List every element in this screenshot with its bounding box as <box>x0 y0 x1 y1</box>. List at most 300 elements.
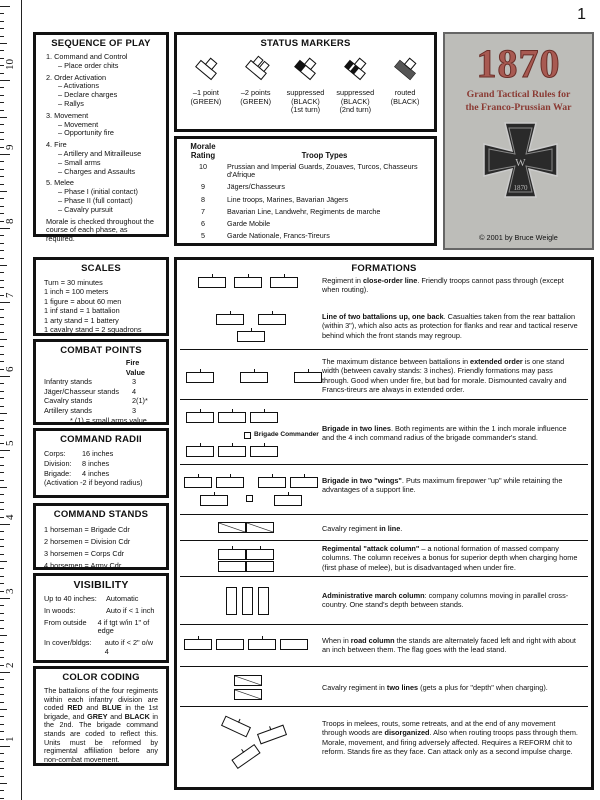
sequence-step-head: 5. Melee <box>46 178 74 188</box>
sequence-substep: – Place order chits <box>58 60 119 70</box>
ruler-tick <box>0 302 10 303</box>
ruler-tick <box>0 28 4 29</box>
cross-year: 1870 <box>513 184 528 192</box>
command-radii-box <box>33 428 169 498</box>
command-radius: 8 inches <box>82 458 110 468</box>
combat-points-note: * (1) = small arms value <box>70 415 147 425</box>
unit-stand-icon <box>242 587 253 615</box>
suppressed-first-turn-marker-icon <box>290 55 320 85</box>
suppressed-second-turn-marker-icon <box>340 55 370 85</box>
ruler-tick <box>0 198 4 199</box>
ruler-tick <box>0 672 10 673</box>
ruler-tick <box>0 509 4 510</box>
formation-row-two-up-one-back <box>180 304 588 349</box>
ruler-number: 3 <box>4 588 16 594</box>
formation-row-march-column <box>180 576 588 624</box>
inch-ruler <box>0 0 22 800</box>
unit-stand-icon <box>280 639 308 650</box>
fire-value: 4 <box>132 386 137 396</box>
unit-stand-icon <box>216 639 244 650</box>
ruler-tick <box>0 87 4 88</box>
sequence-of-play-list <box>36 53 166 215</box>
ruler-tick <box>0 724 4 725</box>
brigade-commander-stand-icon <box>246 495 253 502</box>
ruler-tick <box>0 635 7 636</box>
command-radius-row <box>36 459 166 469</box>
unit-stand-icon <box>237 331 265 342</box>
game-title-art <box>443 32 594 250</box>
ruler-tick <box>0 132 4 133</box>
marker-color: (BLACK) <box>390 96 420 106</box>
unit-stand-icon <box>290 477 318 488</box>
sequence-substep: – Phase I (initial contact) <box>58 187 138 197</box>
formation-diagram <box>180 515 320 540</box>
marker-label: –1 point <box>192 88 219 97</box>
ruler-tick <box>0 272 4 273</box>
unit-stand-icon <box>186 372 214 383</box>
ruler-tick <box>0 154 10 155</box>
color-text-part: and <box>82 703 102 713</box>
formation-text <box>322 636 580 655</box>
marker-suppressed-first <box>281 53 329 115</box>
formation-description: (gets a plus for "depth" when charging). <box>418 683 548 692</box>
morale-rating: 9 <box>201 182 205 192</box>
combat-points-box <box>33 339 169 425</box>
ruler-tick <box>0 679 4 680</box>
ruler-tick <box>0 798 4 799</box>
ruler-tick <box>0 413 7 414</box>
unit-stand-icon <box>234 689 262 700</box>
brigade-commander-label: Brigade Commander <box>254 431 319 438</box>
formation-row-cavalry-two-lines <box>180 666 588 706</box>
ruler-number: 10 <box>4 59 16 70</box>
marker-color: (BLACK) <box>340 96 370 106</box>
visibility-row <box>36 639 166 657</box>
unit-stand-icon <box>226 587 237 615</box>
marker-minus-one <box>182 53 230 115</box>
marker-color: (GREEN) <box>190 96 222 106</box>
ruler-tick <box>0 583 4 584</box>
marker-minus-two <box>232 53 280 115</box>
ruler-tick <box>0 605 4 606</box>
ruler-tick <box>0 768 4 769</box>
unit-stand-icon <box>234 277 262 288</box>
ruler-tick <box>0 228 10 229</box>
visibility-value: 4 if tgt w/in 1" of edge <box>97 617 150 636</box>
scale-line: 1 inf stand = 1 battalion <box>44 306 120 316</box>
color-text-part: in the 1st brigade, and <box>44 703 158 721</box>
visibility-value: auto if < 2" o/w 4 <box>104 638 153 656</box>
color-black-label: BLACK <box>124 711 150 721</box>
unit-stand-icon <box>218 549 246 560</box>
ruler-number: 6 <box>4 366 16 372</box>
minus-one-point-marker-icon <box>191 55 221 85</box>
morale-row <box>177 195 434 207</box>
formation-name: Line of two battalions up, one back <box>322 312 444 321</box>
copyright-text: © 2001 by Bruce Weigle <box>479 233 558 242</box>
ruler-tick <box>0 406 4 407</box>
formation-description: . <box>400 524 403 533</box>
ruler-tick <box>0 790 4 791</box>
ruler-tick <box>0 110 4 111</box>
ruler-tick <box>0 480 4 481</box>
ruler-tick <box>0 250 4 251</box>
ruler-tick <box>0 746 10 747</box>
color-grey-label: GREY <box>87 711 108 721</box>
formations-title: FORMATIONS <box>351 263 417 274</box>
game-subtitle-line2: the Franco-Prussian War <box>465 102 572 113</box>
unit-stand-icon <box>184 477 212 488</box>
scale-line: Turn = 30 minutes <box>44 278 103 287</box>
marker-color: (BLACK) <box>291 96 320 106</box>
ruler-tick <box>0 731 4 732</box>
ruler-tick <box>0 709 7 710</box>
ruler-tick <box>0 591 4 592</box>
ruler-tick <box>0 295 4 296</box>
formation-row-close-order-line <box>180 260 588 304</box>
troop-types: Garde Nationale, Francs-Tireurs <box>227 231 330 241</box>
ruler-tick <box>0 383 4 384</box>
sequence-step <box>46 141 160 176</box>
sequence-substep: – Declare charges <box>58 90 118 100</box>
unit-stand-icon <box>200 495 228 506</box>
command-radius: 4 inches <box>82 468 110 478</box>
command-stands-title: COMMAND STANDS <box>53 509 149 520</box>
marker-suppressed-second <box>331 53 379 115</box>
formation-text <box>322 719 580 757</box>
marker-note: (1st turn) <box>290 105 321 115</box>
ruler-tick <box>0 309 4 310</box>
ruler-tick <box>0 561 7 562</box>
formation-text <box>322 276 580 295</box>
ruler-number: 4 <box>4 514 16 520</box>
ruler-tick <box>0 191 7 192</box>
formation-description: When in <box>322 636 351 645</box>
ruler-tick <box>0 443 4 444</box>
sequence-of-play-box <box>33 32 169 244</box>
morale-row <box>177 207 434 219</box>
ruler-number: 5 <box>4 440 16 446</box>
unit-stand-icon <box>234 675 262 686</box>
sequence-step <box>46 112 160 138</box>
ruler-tick <box>0 169 4 170</box>
formation-description: – a notional formation of massed company columns. The column receives a bonus for superior depth when charging home (first phase of melee), but is disadvantaged when under fire. <box>322 544 578 572</box>
ruler-tick <box>0 716 4 717</box>
unit-stand-icon <box>218 446 246 457</box>
ruler-number: 2 <box>4 662 16 668</box>
color-text-part: The battalions of the four regiments within each infantry division are coded <box>44 686 158 713</box>
morale-table <box>174 136 437 246</box>
morale-table-header <box>177 139 434 162</box>
ruler-tick <box>0 391 4 392</box>
marker-label: suppressed <box>336 88 375 97</box>
formation-text <box>322 591 580 610</box>
formation-description: . Also when routing troops pass through them. Morale, movement, and firing adversely affected. Requires a REFORM chit to reform. Stands fire as they face. Can attack only as a second impulse charge. <box>322 728 578 757</box>
visibility-condition: Up to 40 inches: <box>44 594 97 603</box>
unit-stand-icon <box>218 561 246 572</box>
ruler-tick <box>0 235 4 236</box>
formation-row-brigade-two-lines <box>180 399 588 464</box>
ruler-tick <box>0 472 4 473</box>
ruler-tick <box>0 258 4 259</box>
visibility-condition: In cover/bldgs: <box>44 638 92 648</box>
ruler-tick <box>0 642 4 643</box>
ruler-tick <box>0 694 4 695</box>
formation-diagram <box>180 625 320 666</box>
formation-name: Brigade in two lines <box>322 424 391 433</box>
command-radii-title: COMMAND RADII <box>60 434 142 445</box>
fire-value: 3 <box>132 405 137 415</box>
formation-diagram <box>180 260 320 304</box>
ruler-tick <box>0 361 4 362</box>
cross-letter: W <box>515 157 526 169</box>
marker-color: (GREEN) <box>240 96 272 106</box>
troop-types: Prussian and Imperial Guards, Zouaves, Turcos, Chasseurs d'Afrique <box>227 162 418 180</box>
ruler-number: 1 <box>4 736 16 742</box>
troop-types: Jägers/Chasseurs <box>227 182 285 192</box>
ruler-tick <box>0 428 4 429</box>
command-stand-line: 2 horsemen = Division Cdr <box>44 537 131 546</box>
unit-stand-icon <box>294 372 322 383</box>
formation-description: . Both regiments are within the 1 inch morale influence and the 4 inch command radius of the brigade commander's stand. <box>322 424 567 443</box>
formation-row-attack-column <box>180 540 588 576</box>
morale-rating: 10 <box>199 162 207 171</box>
command-stand-line: 4 horsemen = Army Cdr <box>44 561 122 570</box>
ruler-tick <box>0 628 4 629</box>
iron-cross-icon <box>445 115 596 225</box>
ruler-tick <box>0 650 4 651</box>
formation-description: the stands are alternately faced left and right with about an inch between them. The flag goes with the lead stand. <box>322 636 576 655</box>
formations-box <box>174 257 594 790</box>
unit-stand-icon <box>221 716 251 738</box>
ruler-tick <box>0 213 4 214</box>
sequence-substep: – Cavalry pursuit <box>58 204 113 214</box>
marker-label: suppressed <box>286 88 325 97</box>
ruler-number: 7 <box>4 292 16 298</box>
ruler-tick <box>0 139 4 140</box>
ruler-tick <box>0 21 4 22</box>
marker-routed <box>381 53 429 115</box>
sequence-substep: – Rallys <box>58 98 84 108</box>
unit-stand-icon <box>218 412 246 423</box>
ruler-tick <box>0 243 4 244</box>
unit-stand-icon <box>246 561 274 572</box>
unit-stand-icon <box>250 412 278 423</box>
formation-description: . Friendly troops cannot pass through (except when routing). <box>322 276 564 295</box>
formation-text <box>322 312 580 340</box>
ruler-tick <box>0 13 4 14</box>
minus-two-points-marker-icon <box>241 55 271 85</box>
morale-header-line1: Morale <box>190 142 216 151</box>
ruler-tick <box>0 517 4 518</box>
unit-stand-icon <box>246 522 274 533</box>
troop-types-header: Troop Types <box>301 151 348 160</box>
ruler-tick <box>0 620 4 621</box>
color-coding-title: COLOR CODING <box>62 672 140 683</box>
formation-text <box>322 683 580 692</box>
fire-value-header: Fire Value <box>125 358 145 377</box>
formation-text <box>322 476 580 495</box>
ruler-tick <box>0 265 7 266</box>
status-markers-title: STATUS MARKERS <box>260 38 351 49</box>
sequence-step-head: 4. Fire <box>46 140 67 150</box>
ruler-tick <box>0 339 7 340</box>
fire-value: 3 <box>132 377 137 387</box>
morale-row <box>177 182 434 194</box>
formation-row-cavalry-line <box>180 514 588 540</box>
ruler-tick <box>0 487 7 488</box>
morale-rating: 7 <box>201 206 205 216</box>
formation-text <box>322 544 580 572</box>
scale-line: 1 arty stand = 1 battery <box>44 315 119 325</box>
sequence-substep: – Opportunity fire <box>58 128 114 138</box>
ruler-tick <box>0 494 4 495</box>
unit-stand-icon <box>198 277 226 288</box>
scales-box <box>33 257 169 336</box>
ruler-tick <box>0 317 4 318</box>
scales-title: SCALES <box>81 263 121 274</box>
unit-stand-icon <box>258 587 269 615</box>
ruler-tick <box>0 568 4 569</box>
visibility-row <box>36 595 166 604</box>
scale-line: 1 cavalry stand = 2 squadrons <box>44 325 142 335</box>
ruler-tick <box>0 36 4 37</box>
ruler-tick <box>0 687 4 688</box>
ruler-tick <box>0 546 4 547</box>
formation-diagram <box>180 707 320 787</box>
ruler-tick <box>0 161 4 162</box>
visibility-condition: In woods: <box>44 605 76 615</box>
ruler-tick <box>0 58 4 59</box>
marker-label: routed <box>394 88 416 97</box>
formation-name: extended order <box>470 357 523 366</box>
stand-type: Infantry stands <box>44 377 92 387</box>
formation-description: Troops in melees, routs, some retreats, and at the end of any movement through woods are <box>322 719 556 738</box>
visibility-title: VISIBILITY <box>73 579 129 591</box>
morale-rating: 8 <box>201 194 205 204</box>
formation-name: Regimental "attack column" <box>322 544 420 553</box>
command-stands-box <box>33 503 169 570</box>
ruler-tick <box>0 665 4 666</box>
unit-stand-icon <box>216 477 244 488</box>
sequence-step-head: 1. Command and Control <box>46 52 128 61</box>
formation-row-disorganized <box>180 706 588 787</box>
formation-name: Administrative march column <box>322 591 425 600</box>
troop-types: Bavarian Line, Landwehr, Regiments de marche <box>227 206 381 216</box>
formation-name: Brigade in two "wings" <box>322 476 402 485</box>
sequence-of-play-note: Morale is checked throughout the course of each phase, as required. <box>46 216 154 244</box>
ruler-tick <box>0 739 4 740</box>
ruler-tick <box>0 221 4 222</box>
ruler-tick <box>0 117 7 118</box>
formation-diagram <box>180 465 320 514</box>
ruler-tick <box>0 753 4 754</box>
ruler-tick <box>0 280 4 281</box>
ruler-tick <box>0 369 4 370</box>
sequence-substep: – Movement <box>58 119 99 129</box>
command-stand-line: 1 horseman = Brigade Cdr <box>44 525 130 534</box>
formation-description: is one stand width (between cavalry stands: 3 inches). Friendly formations may pass through. Good when under fire, but bad for morale. Dismounted cavalry and Francs-tireurs are always in extended order. <box>322 357 567 395</box>
color-blue-label: BLUE <box>102 703 122 713</box>
ruler-tick <box>0 598 10 599</box>
ruler-tick <box>0 176 4 177</box>
ruler-tick <box>0 6 10 7</box>
combat-points-title: COMBAT POINTS <box>60 345 142 356</box>
sequence-step-head: 2. Order Activation <box>46 72 107 82</box>
troop-types: Line troops, Marines, Bavarian Jägers <box>227 194 349 204</box>
unit-stand-icon <box>186 446 214 457</box>
unit-stand-icon <box>186 412 214 423</box>
unit-stand-icon <box>218 522 246 533</box>
game-subtitle-line1: Grand Tactical Rules for <box>466 89 571 100</box>
ruler-tick <box>0 783 7 784</box>
scale-line: 1 inch = 100 meters <box>44 287 109 297</box>
visibility-row <box>36 619 166 637</box>
ruler-tick <box>0 502 4 503</box>
ruler-tick <box>0 457 4 458</box>
combat-point-row <box>36 377 166 387</box>
formation-description: . Puts maximum firepower "up" while retaining the advantages of a support line. <box>322 476 563 495</box>
unit-stand-icon <box>270 277 298 288</box>
ruler-tick <box>0 65 4 66</box>
color-coding-text <box>36 687 166 764</box>
morale-rating: 6 <box>201 219 205 229</box>
formation-diagram <box>180 667 320 706</box>
ruler-tick <box>0 420 4 421</box>
ruler-tick <box>0 554 4 555</box>
ruler-tick <box>0 435 4 436</box>
ruler-tick <box>0 576 4 577</box>
ruler-tick <box>0 398 4 399</box>
unit-stand-icon <box>250 446 278 457</box>
formation-text <box>322 424 580 443</box>
unit-stand-icon <box>216 314 244 325</box>
unit-stand-icon <box>258 477 286 488</box>
troop-types: Garde Mobile <box>227 219 271 229</box>
ruler-tick <box>0 761 4 762</box>
ruler-tick <box>0 776 4 777</box>
sequence-step <box>46 53 160 71</box>
command-level: Division: <box>44 458 72 468</box>
visibility-value: Automatic <box>106 594 139 603</box>
formation-row-road-column <box>180 624 588 666</box>
ruler-tick <box>0 657 4 658</box>
ruler-tick <box>0 147 4 148</box>
formation-description: . Casualties taken from the rear battalion (within 3"), which also acts as protection for flanks and rear and tactical reserve behind which the front stands may regroup. <box>322 312 578 340</box>
formation-description: The maximum distance between battalions in <box>322 357 471 366</box>
ruler-tick <box>0 613 4 614</box>
formation-diagram <box>180 577 320 624</box>
sequence-of-play-title: SEQUENCE OF PLAY <box>51 38 151 49</box>
ruler-tick <box>0 287 4 288</box>
color-red-label: RED <box>67 703 83 713</box>
visibility-box <box>33 573 169 663</box>
command-radii-note: (Activation -2 if beyond radius) <box>44 478 143 488</box>
formation-name: road column <box>350 636 395 645</box>
color-text-part: and <box>107 711 125 721</box>
fire-value: 2(1)* <box>132 396 148 406</box>
combat-point-row <box>36 396 166 406</box>
unit-stand-icon <box>258 314 286 325</box>
formation-name: close-order line <box>362 276 418 285</box>
formation-name: two lines <box>386 683 419 692</box>
status-markers-box <box>174 32 437 132</box>
stand-type: Artillery stands <box>44 405 92 415</box>
formation-diagram <box>180 350 320 399</box>
visibility-value: Auto if < 1 inch <box>106 605 155 615</box>
ruler-number: 8 <box>4 218 16 224</box>
brigade-commander-stand-icon <box>244 432 251 439</box>
